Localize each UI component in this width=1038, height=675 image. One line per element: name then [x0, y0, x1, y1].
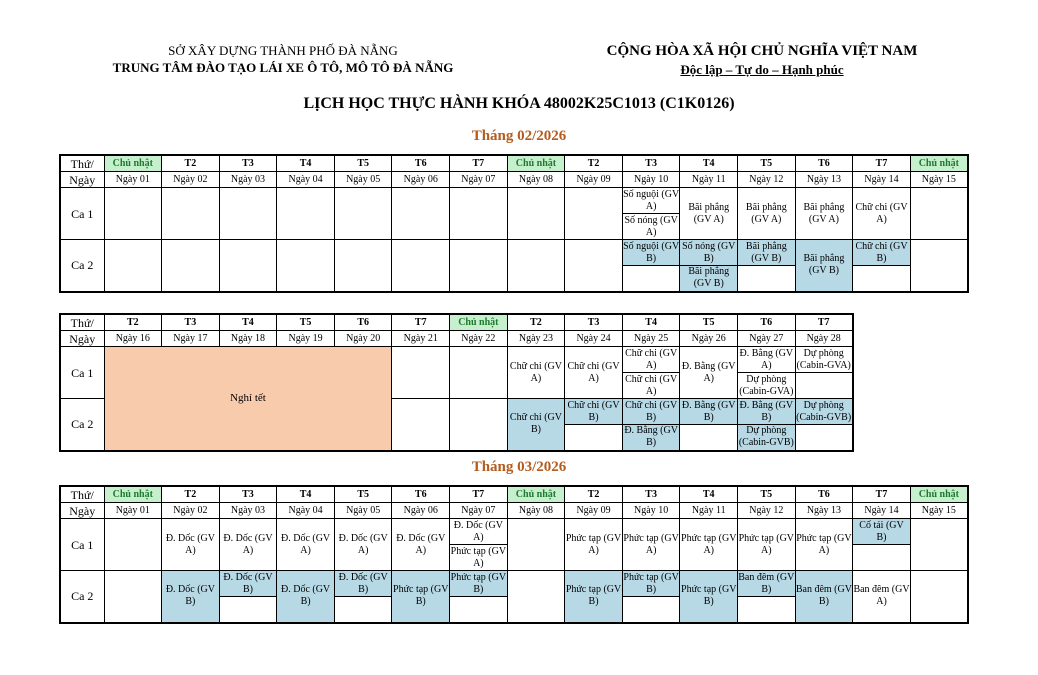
weekday-header: T4 [622, 314, 680, 331]
date-header: Ngày 16 [104, 331, 162, 347]
schedule-cell: Đ. Dốc (GV A) [392, 519, 450, 571]
weekday-header: T3 [565, 314, 623, 331]
schedule-cell: Chữ chi (GV B) [565, 399, 623, 425]
weekday-header: T2 [565, 155, 623, 172]
nation-line1: CỘNG HÒA XÃ HỘI CHỦ NGHĨA VIỆT NAM [606, 43, 918, 59]
weekday-header: T2 [162, 486, 220, 503]
thu-label: Thứ/ [60, 314, 104, 331]
date-header: Ngày 14 [853, 503, 911, 519]
weekday-header: T7 [853, 155, 911, 172]
weekday-header: T7 [392, 314, 450, 331]
schedule-cell: Đ. Dốc (GV B) [219, 571, 277, 597]
weekday-header: T4 [277, 155, 335, 172]
schedule-cell: Phức tạp (GV B) [680, 571, 738, 623]
weekday-header: T5 [738, 155, 796, 172]
weekday-header: T5 [738, 486, 796, 503]
thu-label: Thứ/ [60, 486, 104, 503]
weekday-header: T2 [104, 314, 162, 331]
schedule-table-feb-week3-4 [59, 313, 854, 452]
schedule-cell: Chữ chi (GV A) [622, 347, 680, 373]
schedule-cell: Đ. Dốc (GV A) [219, 519, 277, 571]
date-header: Ngày 12 [738, 172, 796, 188]
tet-holiday-block: Nghỉ tết [104, 347, 392, 451]
schedule-cell: Bãi phẳng (GV A) [738, 188, 796, 240]
date-header: Ngày 06 [392, 503, 450, 519]
weekday-header: Chủ nhật [910, 486, 968, 503]
schedule-table-feb-week1-2 [59, 154, 969, 293]
schedule-cell: Cố tải (GV B) [853, 519, 911, 545]
schedule-cell: Dự phòng (Cabin-GVB) [796, 399, 852, 423]
date-header: Ngày 01 [104, 503, 162, 519]
nation-header [592, 42, 932, 78]
schedule-cell: Đ. Dốc (GV A) [162, 519, 220, 571]
weekday-header: T2 [507, 314, 565, 331]
date-header: Ngày 04 [277, 503, 335, 519]
weekday-header: T4 [680, 155, 738, 172]
schedule-cell: Phức tạp (GV B) [623, 571, 679, 595]
weekday-header: Chủ nhật [507, 486, 565, 503]
weekday-header: Chủ nhật [507, 155, 565, 172]
org-line1: SỞ XÂY DỰNG THÀNH PHỐ ĐÀ NẴNG [168, 43, 398, 58]
weekday-header: Chủ nhật [104, 155, 162, 172]
date-header: Ngày 27 [738, 331, 796, 347]
schedule-cell: Dự phòng (Cabin-GVA) [739, 373, 794, 397]
date-header: Ngày 19 [277, 331, 335, 347]
weekday-header: T5 [277, 314, 335, 331]
date-header: Ngày 15 [910, 503, 968, 519]
ca2-label: Ca 2 [60, 240, 104, 292]
weekday-header: T5 [334, 155, 392, 172]
schedule-cell: Đ. Dốc (GV A) [277, 519, 335, 571]
date-header: Ngày 06 [392, 172, 450, 188]
date-header: Ngày 07 [450, 172, 508, 188]
date-header: Ngày 05 [334, 503, 392, 519]
month-title-feb: Tháng 02/2026 [471, 128, 567, 144]
schedule-cell: Phức tạp (GV A) [680, 519, 738, 571]
ngay-label: Ngày [60, 331, 104, 347]
date-header: Ngày 15 [910, 172, 968, 188]
schedule-cell: Phức tạp (GV A) [622, 519, 680, 571]
thu-label: Thứ/ [60, 155, 104, 172]
schedule-cell: Phức tạp (GV A) [450, 545, 507, 569]
schedule-cell: Đ. Bằng (GV B) [622, 425, 680, 451]
date-header: Ngày 12 [738, 503, 796, 519]
date-header: Ngày 17 [162, 331, 220, 347]
date-header: Ngày 02 [162, 172, 220, 188]
date-header: Ngày 14 [853, 172, 911, 188]
date-header: Ngày 08 [507, 172, 565, 188]
organization-header [98, 42, 468, 76]
schedule-cell: Bãi phẳng (GV B) [680, 266, 738, 292]
weekday-header: T3 [219, 155, 277, 172]
schedule-cell: Đ. Dốc (GV B) [334, 571, 392, 597]
date-header: Ngày 10 [622, 172, 680, 188]
weekday-header: T4 [277, 486, 335, 503]
schedule-cell: Dự phòng (Cabin-GVA) [796, 347, 851, 371]
schedule-table-mar [59, 485, 969, 624]
weekday-header: T6 [795, 155, 853, 172]
schedule-cell: Phức tạp (GV B) [450, 571, 507, 595]
date-header: Ngày 10 [622, 503, 680, 519]
schedule-cell: Đ. Dốc (GV A) [334, 519, 392, 571]
weekday-header: T6 [392, 155, 450, 172]
date-header: Ngày 03 [219, 172, 277, 188]
schedule-cell: Chữ chi (GV B) [507, 399, 565, 451]
date-header: Ngày 09 [565, 172, 623, 188]
weekday-header: T7 [795, 314, 853, 331]
weekday-header: T4 [680, 486, 738, 503]
schedule-cell: Bãi phẳng (GV B) [795, 240, 853, 292]
schedule-cell: Phức tạp (GV A) [738, 519, 796, 571]
schedule-cell: Số nguội (GV A) [623, 188, 680, 212]
schedule-cell: Đ. Bằng (GV A) [680, 347, 738, 399]
weekday-header: T3 [622, 486, 680, 503]
schedule-cell: Dự phòng (Cabin-GVB) [738, 425, 796, 451]
schedule-cell: Số nóng (GV B) [680, 240, 738, 266]
date-header: Ngày 11 [680, 172, 738, 188]
weekday-header: T3 [219, 486, 277, 503]
weekday-header: T7 [853, 486, 911, 503]
weekday-header: T2 [162, 155, 220, 172]
schedule-cell: Phức tạp (GV A) [565, 519, 623, 571]
ca2-label: Ca 2 [60, 399, 104, 451]
date-header: Ngày 05 [334, 172, 392, 188]
schedule-cell: Ban đêm (GV B) [795, 571, 853, 623]
schedule-cell: Đ. Dốc (GV A) [450, 519, 508, 545]
schedule-cell: Phức tạp (GV B) [565, 571, 623, 623]
weekday-header: T7 [450, 155, 508, 172]
schedule-cell: Chữ chi (GV A) [853, 188, 911, 240]
weekday-header: T6 [795, 486, 853, 503]
weekday-header: T3 [622, 155, 680, 172]
date-header: Ngày 01 [104, 172, 162, 188]
schedule-cell: Số nguội (GV B) [623, 240, 680, 264]
date-header: Ngày 13 [795, 503, 853, 519]
date-header: Ngày 03 [219, 503, 277, 519]
weekday-header: T6 [334, 314, 392, 331]
weekday-header: T6 [738, 314, 796, 331]
schedule-cell: Chữ chi (GV B) [622, 399, 680, 425]
date-header: Ngày 09 [565, 503, 623, 519]
date-header: Ngày 11 [680, 503, 738, 519]
schedule-cell: Ban đêm (GV B) [738, 571, 795, 595]
date-header: Ngày 07 [450, 503, 508, 519]
ca2-label: Ca 2 [60, 571, 104, 623]
ngay-label: Ngày [60, 172, 104, 188]
schedule-cell: Đ. Bằng (GV B) [739, 399, 794, 423]
schedule-cell: Đ. Bằng (GV A) [739, 347, 794, 371]
schedule-cell: Bãi phẳng (GV A) [680, 188, 738, 240]
org-line2: TRUNG TÂM ĐÀO TẠO LÁI XE Ô TÔ, MÔ TÔ ĐÀ NẴNG [112, 60, 454, 75]
weekday-header: T5 [680, 314, 738, 331]
date-header: Ngày 21 [392, 331, 450, 347]
weekday-header: Chủ nhật [910, 155, 968, 172]
weekday-header: T4 [219, 314, 277, 331]
ca1-label: Ca 1 [60, 519, 104, 571]
schedule-cell: Số nóng (GV A) [622, 214, 680, 240]
date-header: Ngày 20 [334, 331, 392, 347]
date-header: Ngày 28 [795, 331, 853, 347]
nation-line2: Độc lập – Tự do – Hạnh phúc [680, 62, 844, 77]
date-header: Ngày 02 [162, 503, 220, 519]
date-header: Ngày 25 [622, 331, 680, 347]
weekday-header: T6 [392, 486, 450, 503]
weekday-header: T7 [450, 486, 508, 503]
date-header: Ngày 26 [680, 331, 738, 347]
schedule-cell: Bãi phẳng (GV A) [795, 188, 853, 240]
schedule-cell: Đ. Bằng (GV B) [681, 399, 736, 423]
date-header: Ngày 22 [450, 331, 508, 347]
schedule-cell: Đ. Dốc (GV B) [162, 571, 220, 623]
date-header: Ngày 13 [795, 172, 853, 188]
date-header: Ngày 24 [565, 331, 623, 347]
page-title: LỊCH HỌC THỰC HÀNH KHÓA 48002K25C1013 (C1K0126) [303, 95, 735, 112]
weekday-header: Chủ nhật [104, 486, 162, 503]
weekday-header: T3 [162, 314, 220, 331]
schedule-cell: Đ. Dốc (GV B) [277, 571, 335, 623]
weekday-header: T5 [334, 486, 392, 503]
schedule-cell: Bãi phẳng (GV B) [738, 240, 796, 266]
schedule-cell: Ban đêm (GV A) [853, 571, 911, 623]
date-header: Ngày 18 [219, 331, 277, 347]
schedule-cell: Phức tạp (GV A) [795, 519, 853, 571]
ngay-label: Ngày [60, 503, 104, 519]
date-header: Ngày 08 [507, 503, 565, 519]
month-title-mar: Tháng 03/2026 [471, 459, 567, 475]
schedule-cell: Chữ chi (GV A) [622, 373, 680, 399]
ca1-label: Ca 1 [60, 347, 104, 399]
schedule-cell: Chữ chi (GV B) [853, 240, 911, 266]
date-header: Ngày 04 [277, 172, 335, 188]
schedule-cell: Phức tạp (GV B) [392, 571, 450, 623]
weekday-header: T2 [565, 486, 623, 503]
schedule-cell: Chữ chi (GV A) [565, 347, 623, 399]
schedule-cell: Chữ chi (GV A) [507, 347, 565, 399]
weekday-header: Chủ nhật [450, 314, 508, 331]
ca1-label: Ca 1 [60, 188, 104, 240]
date-header: Ngày 23 [507, 331, 565, 347]
